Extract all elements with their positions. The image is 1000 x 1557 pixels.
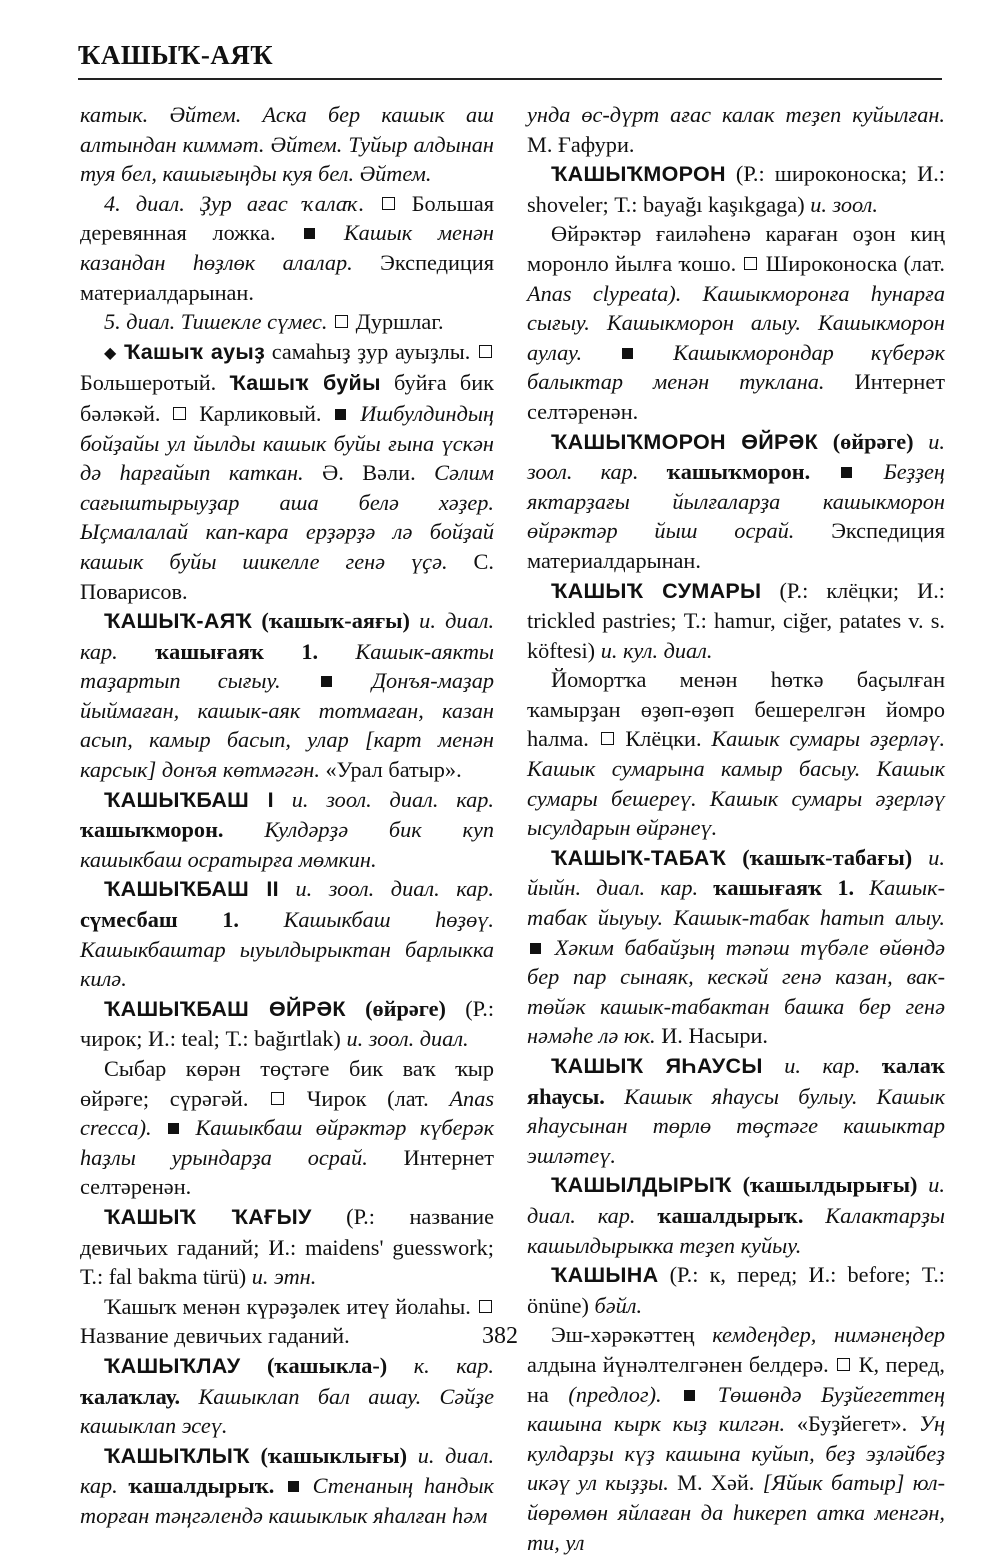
black-square-icon	[622, 348, 633, 359]
paragraph	[527, 219, 945, 426]
text-span: к. кар.	[413, 1352, 494, 1378]
paragraph: катык. Әйтем. Аска бер кашык аш алтындан киммәт. Әйтем. Туйыр алдынан туя бел, кашығыңды куя бел. Әйтем.	[80, 102, 494, 187]
square-icon	[837, 1358, 850, 1371]
text-span: и. диал. кар.	[80, 608, 495, 664]
headword: ҠАШЫҠ-ТАБАҠ	[551, 845, 727, 870]
text-span: самаһыҙ ҙур ауыҙлы.	[271, 338, 471, 364]
text-span: и. зоол. диал.	[346, 1026, 469, 1052]
text-span: и. йыйн. диал. кар.	[527, 844, 945, 901]
text-span: Кашыкбаш өйрәктәр күберәк һаҙлы урындарҙа осрай.	[80, 1115, 495, 1170]
text-span: М. Хәй.	[677, 1470, 755, 1496]
paragraph	[80, 337, 494, 606]
square-icon	[601, 732, 614, 745]
text-span: (ҡашыҡ-табағы)	[742, 844, 913, 870]
text-span: [Яйык батыр] юл-йөрөмөн яйлаған да һикереп атка менгән, ти, ул	[527, 1470, 946, 1555]
black-square-icon	[288, 1481, 299, 1492]
text-span: Ҡашыҡ ауыҙ	[124, 339, 266, 364]
text-span: ҡашыҡморон.	[666, 459, 811, 485]
text-span: Ҡашыҡ менән күрәҙәлек итеү йолаһы.	[104, 1293, 471, 1319]
text-span: Хәким бабайҙың тәпәш түбәле өйөндә бер пар сынаяк, кескәй генә казан, вак-төйәк кашык-табактан башка бер генә нәмәһе лә юк.	[527, 934, 945, 1049]
header-rule	[78, 78, 942, 80]
text-span: 4. диал. Ҙур ағас ҡалаҡ.	[104, 190, 365, 216]
text-span: (ҡашыкла-)	[267, 1352, 388, 1378]
dictionary-entry	[80, 1441, 494, 1531]
headword: ҠАШЫҠМОРОН ӨЙРӘК	[551, 429, 818, 454]
text-span: Большая деревянная ложка.	[80, 190, 495, 246]
dictionary-entry	[527, 576, 945, 666]
text-span: Донъя-маҙар йыймаған, кашык-аяк тотмаған, казан асып, камыр басып, улар [карт менән карсык] донъя көтмәгән.	[80, 668, 494, 783]
square-icon	[479, 1300, 492, 1313]
dictionary-entry	[527, 1051, 945, 1170]
paragraph	[527, 1320, 945, 1557]
square-icon	[173, 407, 186, 420]
black-square-icon	[335, 409, 346, 420]
text-span: Сыбар көрән төҫтәге бик ваҡ ҡыр өйрәге; сүрәгәй.	[80, 1056, 494, 1111]
text-span: и. диал. кар.	[80, 1442, 495, 1499]
square-icon	[335, 315, 348, 328]
text-span: М. Ғафури.	[527, 131, 635, 157]
text-span: (Р.: чирок; И.: teal; Т.: bağırtlak)	[80, 995, 495, 1052]
text-span: Ишбулдиндың бойҙайы ул йылды кашык буйы ғына үскән дә һарғайып каткан.	[80, 400, 495, 486]
headword: ҠАШЫҠ-АЯҠ	[104, 609, 253, 634]
text-span: (Р.: к, перед; И.: before; Т.: önüne)	[527, 1262, 945, 1318]
paragraph	[80, 307, 494, 337]
headword: ҠАШЫҠЛЫҠ	[104, 1443, 250, 1468]
dictionary-entry	[80, 1351, 494, 1441]
text-span: и. зоол. кар.	[527, 428, 946, 485]
text-span: и. кул. диал.	[600, 637, 713, 663]
text-span: ҡашығаяҡ 1.	[155, 638, 319, 664]
text-span: Төшөндә Буҙйегеттең кашына кырк кыҙ килгән.	[527, 1381, 946, 1437]
square-icon	[382, 197, 395, 210]
text-span: ҡашығаяҡ 1.	[713, 875, 855, 901]
text-span: ҡашалдырыҡ.	[657, 1202, 804, 1228]
headword: ҠАШЫҠЛАУ	[104, 1353, 241, 1378]
headword: ҠАШЫҠБАШ ӨЙРӘК	[104, 996, 346, 1021]
text-span: Кашыкморонға һунарға сығыу. Кашыкморон алыу. Кашыкморон аулау.	[527, 280, 945, 365]
text-span: (Р.: название девичьих гаданий; И.: maidens' guesswork; Т.: fal bakma türü)	[80, 1203, 494, 1290]
text-span: Экспедиция материалдарынан.	[527, 518, 946, 573]
text-span: Кашык яһаусы булыу. Кашык яһаусынан төрлө төҫтәге кашыктар эшләтеү.	[527, 1083, 945, 1168]
dictionary-entry	[80, 1202, 494, 1292]
text-span: и. кар.	[784, 1053, 861, 1078]
text-span: Сәлим сағыштырыуҙар аша белә хәҙер. Ыҫмалалай кап-кара ерҙәрҙә лә бойҙай кашык буйы шикелле генә үҫә.	[80, 460, 495, 574]
headword: ҠАШЫҠБАШ I	[104, 787, 274, 812]
text-span: Название девичьих гаданий.	[80, 1323, 350, 1349]
left-column	[80, 100, 494, 1531]
text-span: Кашык-табак йыуыу. Кашык-табак һатып алыу.	[527, 875, 946, 931]
text-span: «Буҙйегет».	[796, 1411, 908, 1437]
text-span: (Р.: широконоска; И.: shoveler; Т.: bayağı kaşıkgaga)	[527, 161, 945, 217]
text-span: Өйрәктәр ғаиләһенә караған оҙон киң моронло йылға ҡошо.	[527, 221, 945, 276]
text-span: буйға бик бәләкәй.	[80, 370, 494, 426]
headword: ҠАШЫҠ ЯҺАУСЫ	[551, 1054, 763, 1078]
black-square-icon	[684, 1390, 695, 1401]
text-span: Эш-хәрәкәттең	[551, 1322, 695, 1348]
text-span: (предлог).	[568, 1381, 662, 1407]
text-span: Ҡашыҡ буйы	[229, 371, 381, 396]
page-number: 382	[482, 1323, 518, 1349]
text-span: ҡалаҡ яһаусы.	[527, 1053, 945, 1109]
headword: ҠАШЫҠ ҠАҒЫУ	[104, 1204, 312, 1229]
dictionary-entry	[80, 785, 494, 875]
text-span: Интернет селтәренән.	[527, 369, 945, 424]
text-span: «Урал батыр».	[325, 757, 462, 783]
dictionary-entry	[80, 874, 494, 993]
dictionary-entry	[80, 994, 494, 1054]
text-span: Стенаның һандык торған тәңгәлендә кашыклык яһалған һәм	[80, 1473, 494, 1528]
dictionary-entry	[527, 1260, 945, 1320]
text-span: и. зоол. диал. кар.	[295, 876, 494, 902]
text-span: И. Насыри.	[661, 1023, 768, 1049]
square-icon	[744, 257, 757, 270]
black-square-icon	[530, 943, 541, 954]
text-span: Беҙҙең яктарҙағы йылғаларҙа кашыкморон өйрәктәр йыш осрай.	[527, 459, 945, 544]
paragraph	[527, 665, 945, 843]
paragraph	[80, 1054, 494, 1202]
text-span: Чирок (лат.	[306, 1085, 429, 1111]
text-span: К, перед, на	[527, 1351, 946, 1407]
text-span: Кашыклап бал ашау. Сәйҙе кашыклап эсеү.	[80, 1383, 494, 1439]
text-span: Большеротый.	[80, 370, 217, 396]
text-span: (ҡашыклығы)	[260, 1442, 408, 1468]
text-span: Кулдәрҙә бик куп кашыкбаш осратырға мөмкин.	[80, 817, 494, 872]
text-span: (ҡашылдырығы)	[742, 1172, 918, 1198]
text-span: Карликовый.	[199, 400, 322, 426]
text-span: Кашык сумары әҙерләү. Кашык сумарына камыр басыу. Кашык сумары бешереү. Кашык сумары әҙерләү ысулдарын өйрәнеү.	[527, 726, 946, 841]
text-span: Экспедиция материалдарынан.	[80, 249, 494, 305]
text-span: Йомортҡа менән һөткә баҫылған ҡамырҙан өҙөп-өҙөп бешерелгән йомро һалма.	[527, 667, 945, 752]
dictionary-entry	[527, 159, 945, 219]
text-span: (ҡашыҡ-аяғы)	[261, 608, 410, 634]
text-span: С. Поварисов.	[80, 548, 494, 604]
text-span: Ә. Вәли.	[322, 460, 416, 486]
text-span: Кашык-аякты таҙартып сығыу.	[80, 638, 495, 694]
text-span: 5. диал. Тишекле сүмес.	[104, 309, 328, 335]
text-span: Калактарҙы кашылдырыкка теҙеп куйыу.	[527, 1202, 946, 1258]
square-icon	[479, 345, 492, 358]
text-span: унда өс-дүрт ағас калак теҙеп куйылған.	[527, 102, 945, 127]
running-head: ҠАШЫҠ-АЯҠ	[78, 40, 274, 70]
headword: ҠАШЫҠ СУМАРЫ	[551, 578, 762, 603]
text-span: и. зоол.	[810, 191, 878, 217]
black-square-icon	[168, 1123, 179, 1134]
black-square-icon	[304, 228, 315, 239]
dictionary-entry	[527, 427, 945, 576]
text-span: Кашык менән казандан һөҙлөк алалар.	[80, 220, 494, 275]
text-span: бәйл.	[594, 1292, 643, 1318]
text-span: ҡашыҡморон.	[80, 817, 224, 843]
text-span: и. диал. кар.	[527, 1172, 946, 1228]
text-span: и. этн.	[251, 1264, 317, 1290]
text-span: Anas clypeata).	[527, 280, 682, 306]
headword: ҠАШЫҠБАШ II	[104, 877, 279, 902]
black-square-icon	[321, 676, 332, 687]
headword: ҠАШЫНА	[551, 1263, 659, 1288]
text-span: Интернет селтәренән.	[80, 1144, 494, 1200]
text-span: алдына йүнәлтелгәнен белдерә.	[527, 1351, 829, 1377]
text-span: ҡалаҡлау.	[80, 1383, 181, 1409]
text-span: сүмесбаш 1.	[80, 907, 239, 933]
text-span: (өйрәге)	[832, 428, 914, 454]
headword: ҠАШЫҠМОРОН	[551, 162, 726, 187]
text-span: Клёцки.	[625, 726, 702, 752]
diamond-icon: ◆	[104, 344, 118, 362]
text-span: Уң кулдарҙы күҙ кашына куйып, беҙ эҙләйбеҙ икәү ул кыҙҙы.	[527, 1411, 946, 1496]
dictionary-entry	[527, 843, 945, 1051]
square-icon	[271, 1092, 284, 1105]
black-square-icon	[841, 467, 852, 478]
text-span: ҡашалдырыҡ.	[128, 1473, 275, 1499]
dictionary-entry	[527, 1170, 945, 1260]
text-span: Широконоска (лат.	[765, 250, 945, 276]
headword: ҠАШЫЛДЫРЫҠ	[551, 1173, 732, 1198]
text-span: (өйрәге)	[365, 995, 446, 1021]
text-span: Кашыкбаш һөҙөү. Кашыкбаштар ыуылдырыктан барлыкка килә.	[80, 907, 494, 992]
text-span: Дуршлаг.	[355, 309, 444, 335]
paragraph	[80, 189, 494, 307]
text-span: (Р.: клёцки; И.: trickled pastries; Т.: hamur, ciğer, patates v. s. köftesi)	[527, 577, 945, 663]
text-span: кемдеңдер, нимәнеңдер	[712, 1322, 945, 1348]
text-span: Кашыкморондар күберәк балыктар менән туклана.	[527, 339, 946, 395]
text-span: и. зоол. диал. кар.	[291, 786, 494, 812]
paragraph	[527, 100, 945, 159]
text-span: Anas crecca).	[80, 1085, 495, 1141]
dictionary-entry	[80, 606, 494, 785]
